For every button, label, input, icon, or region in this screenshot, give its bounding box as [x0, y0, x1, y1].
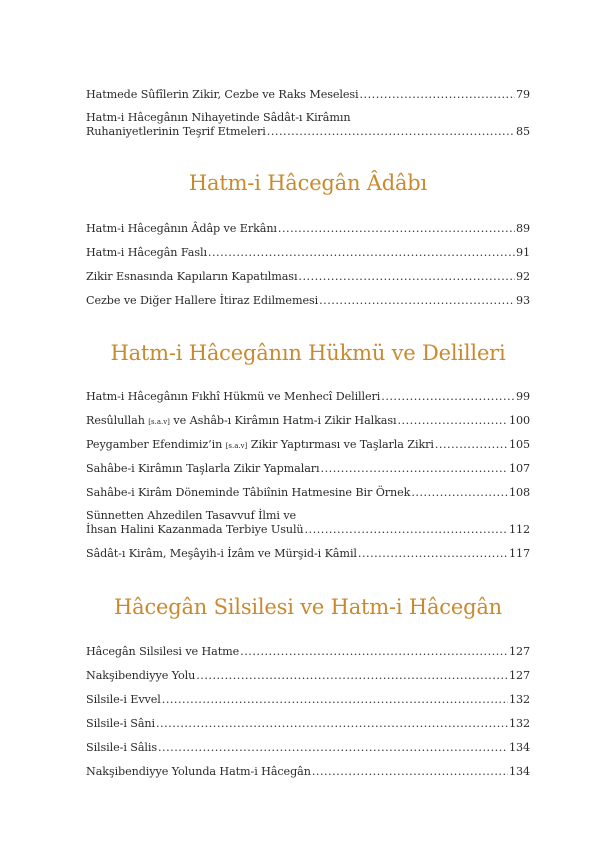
- toc-entry-title: Hatm-i Hâcegânın Âdâp ve Erkânı: [86, 222, 277, 235]
- toc-entry-page: 91: [515, 246, 530, 259]
- section-heading: Hatm-i Hâcegânın Hükmü ve Delilleri: [110, 341, 506, 365]
- toc-entry[interactable]: [86, 270, 530, 284]
- toc-entry[interactable]: [86, 509, 530, 537]
- toc-entry-page: 132: [508, 693, 530, 706]
- toc-entry[interactable]: [86, 693, 530, 707]
- toc-entry-title-line1: Sünnetten Ahzedilen Tasavvuf İlmi ve: [86, 509, 297, 522]
- dot-leader: [319, 294, 515, 308]
- toc-entry[interactable]: [86, 438, 530, 453]
- toc-entry[interactable]: [86, 111, 530, 139]
- toc-entry-title-post: Zikir Yaptırması ve Taşlarla Zikri: [250, 438, 434, 451]
- honorific-abbreviation: [s.a.v]: [225, 441, 248, 450]
- toc-entry-title: Hatmede Sûfîlerin Zikir, Cezbe ve Raks Meselesi: [86, 88, 359, 101]
- dot-leader: [411, 486, 508, 500]
- dot-leader: [321, 462, 508, 476]
- dot-leader: [156, 717, 508, 731]
- toc-entry-title: Nakşibendiyye Yolu: [86, 669, 196, 682]
- toc-entry-title: Hatm-i Hâcegân Faslı: [86, 246, 207, 259]
- dot-leader: [305, 523, 508, 537]
- toc-entry-title: [86, 438, 434, 453]
- toc-entry-title: Sahâbe-i Kirâm Döneminde Tâbiînin Hatmesine Bir Örnek: [86, 486, 411, 499]
- toc-entry-page: 112: [508, 523, 530, 536]
- toc-entry-title: İhsan Halini Kazanmada Terbiye Usulü: [86, 523, 304, 536]
- toc-entry-title-pre: Peygamber Efendimiz’in: [86, 438, 223, 451]
- dot-leader: [312, 765, 508, 779]
- dot-leader: [208, 246, 515, 260]
- toc-entry-page: 92: [515, 270, 530, 283]
- dot-leader: [398, 414, 508, 428]
- dot-leader: [162, 693, 508, 707]
- honorific-abbreviation: [s.a.v]: [148, 417, 170, 426]
- toc-entry[interactable]: [86, 390, 530, 404]
- toc-entry-page: 134: [508, 765, 530, 778]
- toc-entry-title: Hatm-i Hâcegânın Fıkhî Hükmü ve Menhecî Delilleri: [86, 390, 381, 403]
- toc-entry-page: 85: [515, 125, 530, 138]
- toc-entry[interactable]: [86, 462, 530, 476]
- toc-entry-title: Cezbe ve Diğer Hallere İtiraz Edilmemesi: [86, 294, 319, 307]
- toc-entry-title-post: ve Ashâb-ı Kirâmın Hatm-i Zikir Halkası: [173, 414, 397, 427]
- dot-leader: [358, 547, 508, 561]
- toc-entry[interactable]: [86, 717, 530, 731]
- toc-entry[interactable]: [86, 222, 530, 236]
- dot-leader: [240, 645, 508, 659]
- toc-entry-page: 132: [508, 717, 530, 730]
- dot-leader: [278, 222, 515, 236]
- toc-entry-title: Nakşibendiyye Yolunda Hatm-i Hâcegân: [86, 765, 311, 778]
- toc-entry-page: 79: [515, 88, 530, 101]
- dot-leader: [435, 438, 508, 452]
- section-heading: Hatm-i Hâcegân Âdâbı: [188, 171, 428, 195]
- dot-leader: [381, 390, 515, 404]
- toc-entry-title: Sahâbe-i Kirâmın Taşlarla Zikir Yapmaları: [86, 462, 320, 475]
- toc-entry[interactable]: [86, 414, 530, 429]
- toc-entry-page: 93: [515, 294, 530, 307]
- toc-entry-title: Silsile-i Sâlis: [86, 741, 157, 754]
- dot-leader: [196, 669, 508, 683]
- toc-entry-page: 100: [508, 414, 530, 427]
- dot-leader: [360, 88, 515, 102]
- dot-leader: [158, 741, 508, 755]
- toc-entry-title-pre: Resûlullah: [86, 414, 145, 427]
- toc-entry-title: Ruhaniyetlerinin Teşrif Etmeleri: [86, 125, 266, 138]
- toc-entry-title: Sâdât-ı Kirâm, Meşâyih-i İzâm ve Mürşid-i Kâmil: [86, 547, 357, 560]
- toc-entry-title: Silsile-i Evvel: [86, 693, 161, 706]
- toc-entry-page: 99: [515, 390, 530, 403]
- toc-entry-title: [86, 414, 397, 429]
- toc-entry[interactable]: [86, 486, 530, 500]
- toc-entry-page: 105: [508, 438, 530, 451]
- toc-entry[interactable]: [86, 294, 530, 308]
- toc-entry-page: 107: [508, 462, 530, 475]
- toc-entry[interactable]: [86, 669, 530, 683]
- dot-leader: [267, 125, 515, 139]
- toc-entry-title: Hâcegân Silsilesi ve Hatme: [86, 645, 240, 658]
- toc-entry-page: 127: [508, 669, 530, 682]
- toc-entry[interactable]: [86, 741, 530, 755]
- toc-entry-title-line1: Hatm-i Hâcegânın Nihayetinde Sâdât-ı Kirâmın: [86, 111, 351, 124]
- section-heading: Hâcegân Silsilesi ve Hatm-i Hâcegân: [114, 595, 502, 619]
- toc-entry-page: 127: [508, 645, 530, 658]
- toc-entry[interactable]: [86, 645, 530, 659]
- toc-entry[interactable]: [86, 88, 530, 102]
- toc-entry-page: 108: [508, 486, 530, 499]
- toc-entry[interactable]: [86, 246, 530, 260]
- toc-entry-page: 117: [508, 547, 530, 560]
- toc-entry-title: Zikir Esnasında Kapıların Kapatılması: [86, 270, 298, 283]
- dot-leader: [298, 270, 515, 284]
- toc-entry-title: Silsile-i Sâni: [86, 717, 155, 730]
- toc-entry-page: 134: [508, 741, 530, 754]
- toc-entry[interactable]: [86, 765, 530, 779]
- toc-entry-page: 89: [515, 222, 530, 235]
- toc-entry[interactable]: [86, 547, 530, 561]
